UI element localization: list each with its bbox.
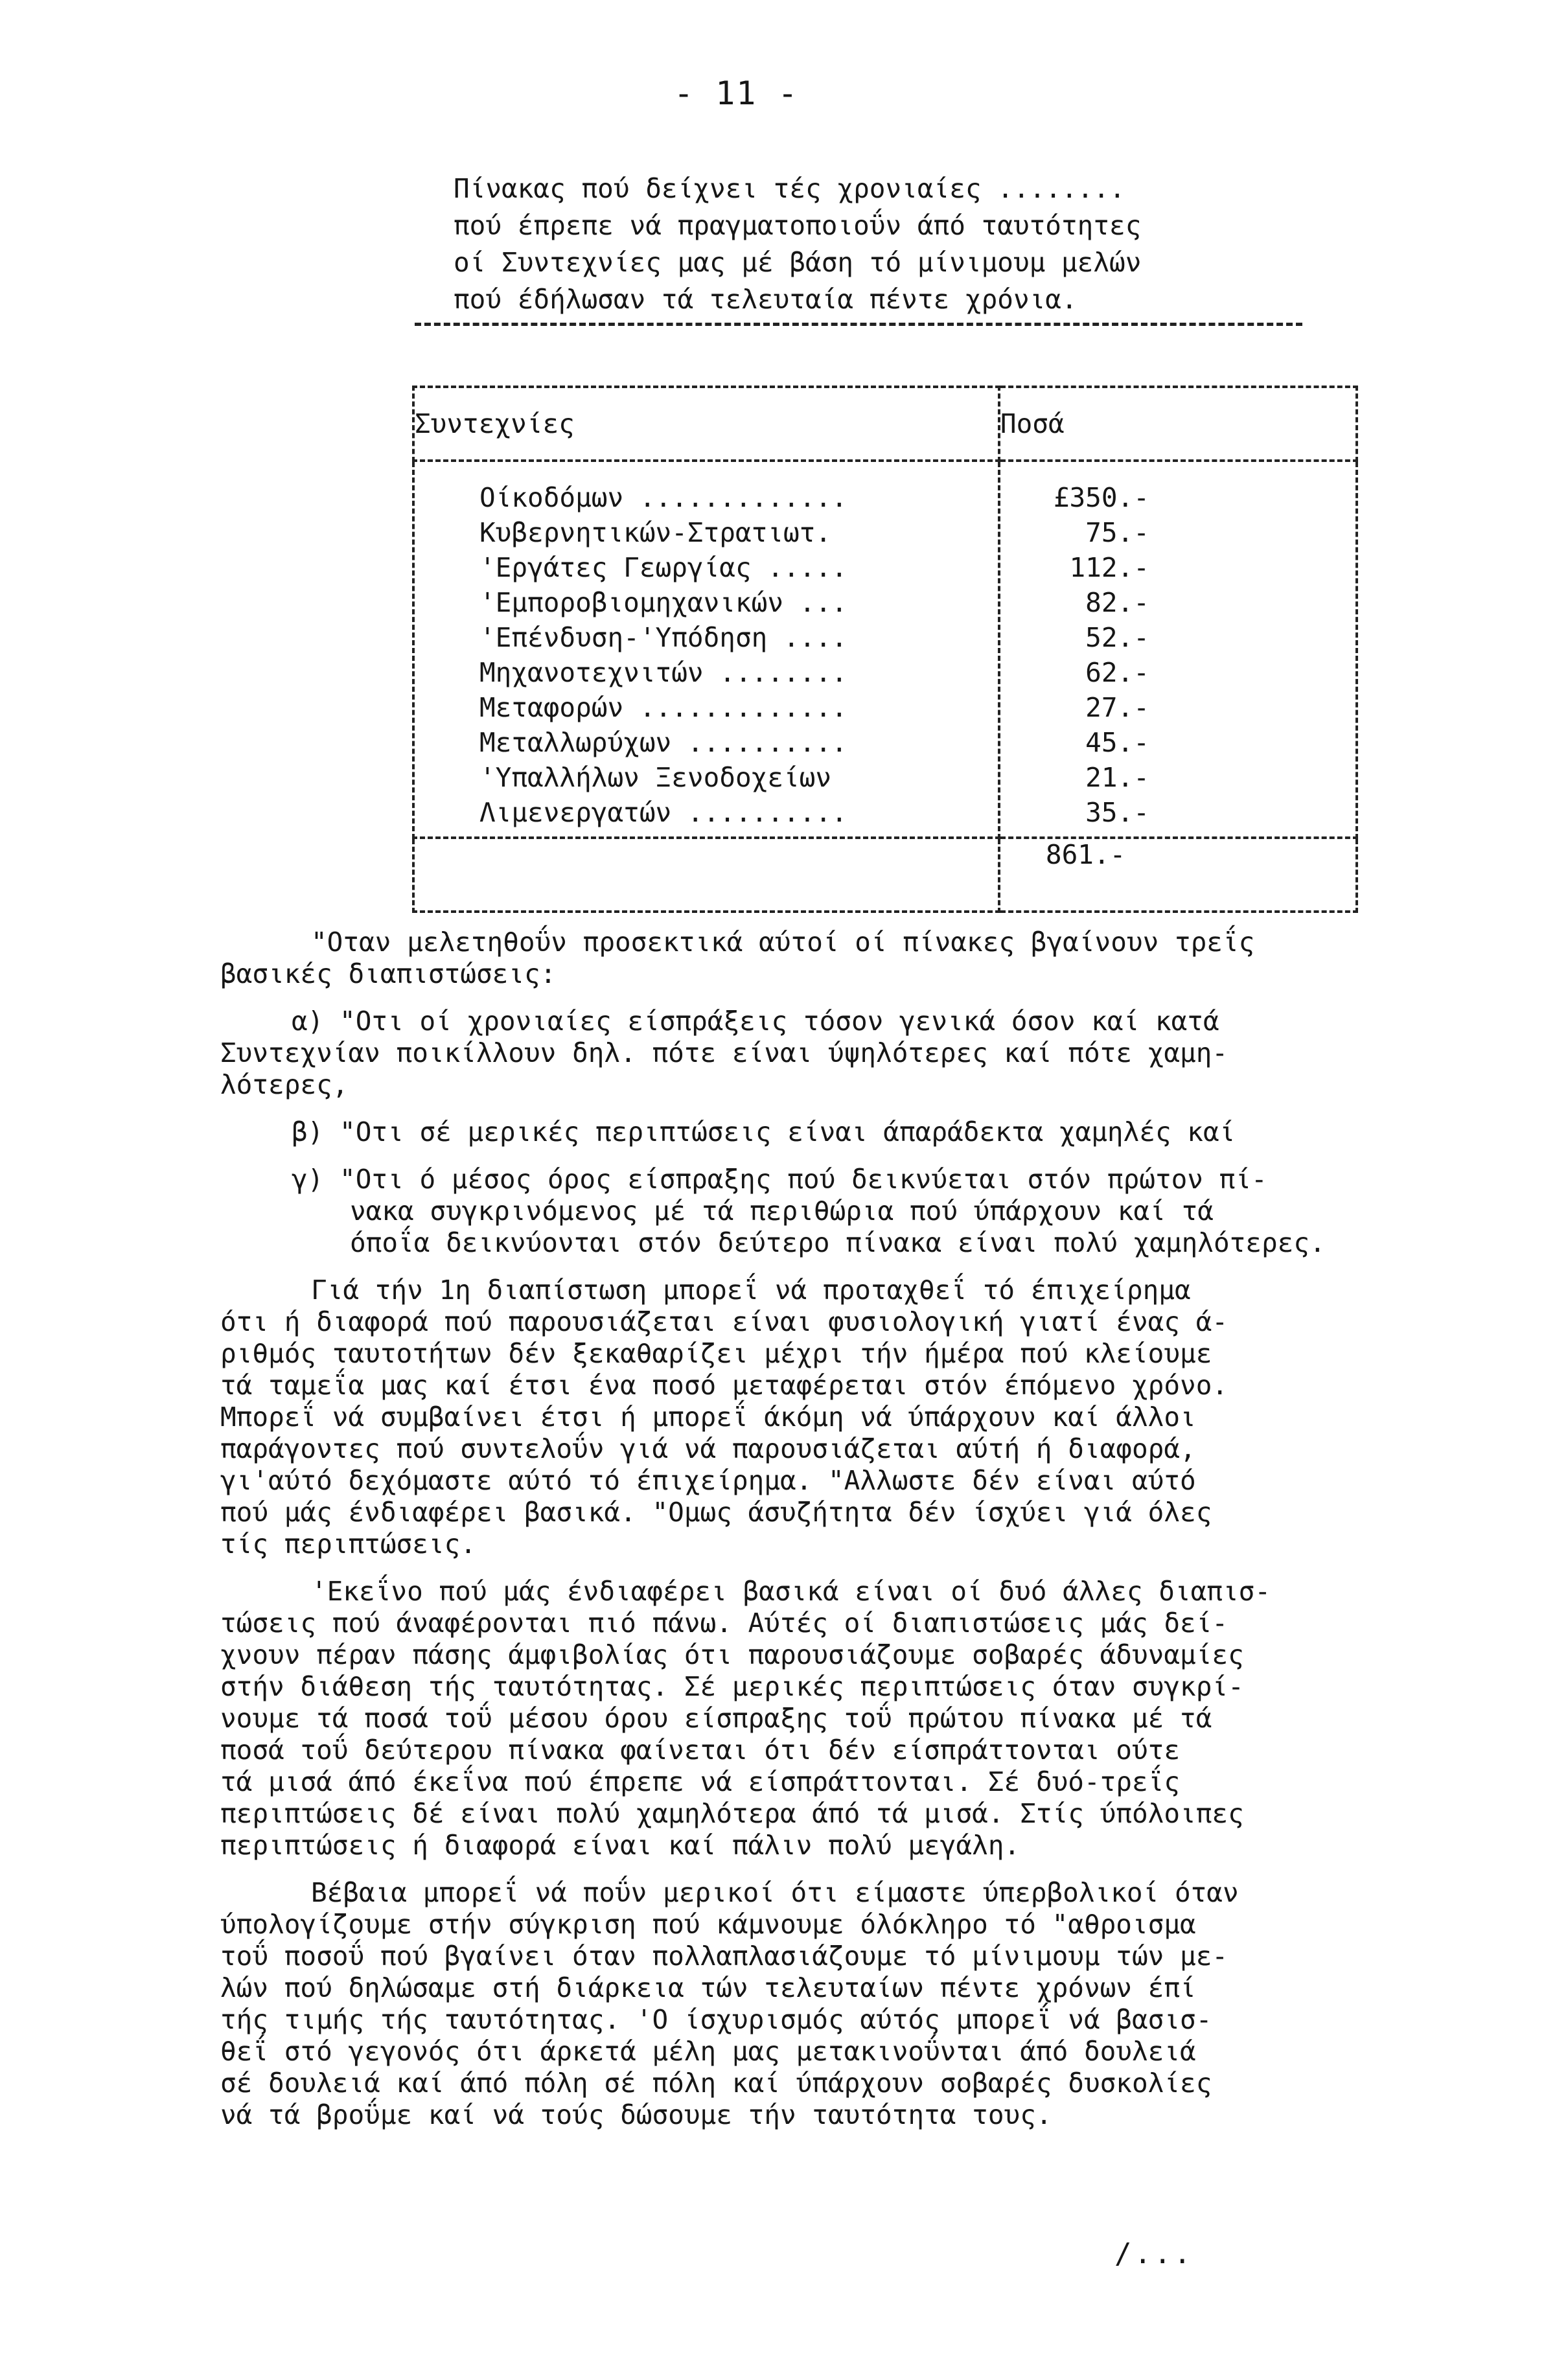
amount-value: £350.- (1053, 482, 1149, 513)
table-heading (454, 170, 1361, 318)
amount-value: 27.- (1085, 692, 1149, 723)
text-line: περιπτώσεις δέ είναι πολύ χαμηλότερα άπό τά μισά. Στίς ύπόλοιπες (220, 1798, 1244, 1829)
text-line: τά μισά άπό έκεΐνα πού έπρεπε νά είσπράττονται. Σέ δυό-τρεΐς (220, 1766, 1181, 1797)
text-line: τώσεις πού άναφέρονται πιό πάνω. Αύτές οί διαπιστώσεις μάς δεί- (220, 1608, 1228, 1639)
text-line: τίς περιπτώσεις. (220, 1528, 476, 1560)
paragraph-intro (220, 927, 1503, 958)
amount-value: 112.- (1069, 552, 1149, 583)
unions-column (413, 461, 999, 838)
union-name: Μεταφορών ............. (479, 692, 847, 723)
paragraph-point-a (220, 1006, 1503, 1037)
amounts-column (999, 461, 1357, 838)
text-line: θεΐ στό γεγονός ότι άρκετά μέλη μας μετακινοΰνται άπό δουλειά (220, 2036, 1196, 2067)
text-line: Βέβαια μπορεΐ νά ποΰν μερικοί ότι είμαστε ύπερβολικοί όταν (311, 1877, 1239, 1908)
heading-line: πού έδήλωσαν τά τελευταία πέντε χρόνια. (454, 284, 1078, 315)
text-line: νακα συγκρινόμενος μέ τά περιθώρια πού ύπάρχουν καί τά (350, 1195, 1214, 1227)
union-name: 'Επένδυση-'Υπόδηση .... (479, 622, 847, 653)
text-line: νουμε τά ποσά τοΰ μέσου όρου είσπραξης τοΰ πρώτου πίνακα μέ τά (220, 1703, 1212, 1734)
text-line: σέ δουλειά καί άπό πόλη σέ πόλη καί ύπάρχουν σοβαρές δυσκολίες (220, 2068, 1212, 2099)
union-name: 'Εργάτες Γεωργίας ..... (479, 552, 847, 583)
text-line: β) "Οτι σέ μερικές περιπτώσεις είναι άπαράδεκτα χαμηλές καί (292, 1116, 1236, 1147)
page-number: - 11 - (674, 75, 799, 112)
text-line: βασικές διαπιστώσεις: (220, 958, 557, 989)
text-line: ότι ή διαφορά πού παρουσιάζεται είναι φυσιολογική γιατί ένας ά- (220, 1306, 1228, 1337)
table-total-row (413, 838, 1357, 912)
text-line: ύπολογίζουμε στήν σύγκριση πού κάμνουμε όλόκληρο τό "αθροισμα (220, 1909, 1196, 1940)
amount-value: 82.- (1085, 587, 1149, 618)
text-line: ριθμός ταυτοτήτων δέν ξεκαθαρίζει μέχρι τήν ήμέρα πού κλείουμε (220, 1338, 1212, 1369)
paragraph-point-c (220, 1164, 1503, 1195)
text-line: περιπτώσεις ή διαφορά είναι καί πάλιν πολύ μεγάλη. (220, 1830, 1020, 1861)
text-line: λότερες, (220, 1069, 349, 1100)
union-name: Οίκοδόμων ............. (479, 482, 847, 513)
amount-value: 45.- (1085, 727, 1149, 758)
text-line: παράγοντες πού συντελοΰν γιά νά παρουσιάζεται αύτή ή διαφορά, (220, 1433, 1196, 1464)
paragraph-objection (220, 1877, 1503, 1909)
heading-line: οί Συντεχνίες μας μέ βάση τό μίνιμουμ μελών (454, 247, 1142, 278)
header-amounts: Ποσά (999, 387, 1357, 461)
text-line: ποσά τοΰ δεύτερου πίνακα φαίνεται ότι δέν είσπράττονται ούτε (220, 1734, 1181, 1766)
text-line: όποΐα δεικνύονται στόν δεύτερο πίνακα είναι πολύ χαμηλότερες. (350, 1227, 1326, 1258)
continuation-mark: /... (1114, 2237, 1193, 2270)
heading-line: Πίνακας πού δείχνει τές χρονιαίες ........ (454, 173, 1125, 204)
union-name: Μεταλλωρύχων .......... (479, 727, 847, 758)
paragraph-first-finding (220, 1274, 1503, 1306)
text-line: γ) "Οτι ό μέσος όρος είσπραξης πού δεικνύεται στόν πρώτον πί- (292, 1164, 1267, 1195)
union-name: Μηχανοτεχνιτών ........ (479, 657, 847, 688)
union-name: Κυβερνητικών-Στρατιωτ. (479, 517, 832, 548)
text-line: τά ταμεΐα μας καί έτσι ένα ποσό μεταφέρεται στόν έπόμενο χρόνο. (220, 1370, 1228, 1401)
text-line: α) "Οτι οί χρονιαίες είσπράξεις τόσον γενικά όσον καί κατά (292, 1006, 1219, 1037)
header-unions: Συντεχνίες (413, 387, 999, 461)
text-line: νά τά βροΰμε καί νά τούς δώσουμε τήν ταυτότητα τους. (220, 2099, 1052, 2130)
amount-value: 21.- (1085, 762, 1149, 793)
union-name: 'Υπαλλήλων Ξενοδοχείων (479, 762, 832, 793)
text-line: τοΰ ποσοΰ πού βγαίνει όταν πολλαπλασιάζουμε τό μίνιμουμ τών με- (220, 1941, 1228, 1972)
union-name: Λιμενεργατών .......... (479, 797, 847, 828)
paragraph-point-b (220, 1116, 1503, 1148)
text-line: 'Εκεΐνο πού μάς ένδιαφέρει βασικά είναι οί δυό άλλες διαπισ- (311, 1576, 1271, 1607)
text-line: "Οταν μελετηθοΰν προσεκτικά αύτοί οί πίνακες βγαίνουν τρεΐς (311, 927, 1255, 958)
paragraph-other-findings (220, 1576, 1503, 1608)
amount-value: 75.- (1085, 517, 1149, 548)
text-line: στήν διάθεση τής ταυτότητας. Σέ μερικές περιπτώσεις όταν συγκρί- (220, 1671, 1244, 1702)
union-name: 'Εμποροβιομηχανικών ... (479, 587, 847, 618)
text-line: γι'αύτό δεχόμαστε αύτό τό έπιχείρημα. "Αλλωστε δέν είναι αύτό (220, 1465, 1196, 1496)
table-body-row (413, 461, 1357, 838)
text-line: Μπορεΐ νά συμβαίνει έτσι ή μπορεΐ άκόμη νά ύπάρχουν καί άλλοι (220, 1401, 1196, 1433)
text-line: πού μάς ένδιαφέρει βασικά. "Ομως άσυζήτητα δέν ίσχύει γιά όλες (220, 1497, 1212, 1528)
amount-value: 35.- (1085, 797, 1149, 828)
text-line: λών πού δηλώσαμε στή διάρκεια τών τελευταίων πέντε χρόνων έπί (220, 1972, 1196, 2003)
table-header-row (413, 387, 1357, 461)
text-line: Συντεχνίαν ποικίλλουν δηλ. πότε είναι ύψηλότερες καί πότε χαμη- (220, 1037, 1228, 1068)
body-text (220, 927, 1503, 2131)
dashed-divider (415, 323, 1302, 326)
text-line: Γιά τήν 1η διαπίστωση μπορεΐ νά προταχθεΐ τό έπιχείρημα (311, 1274, 1191, 1306)
total-empty-cell (413, 838, 999, 912)
text-line: τής τιμής τής ταυτότητας. 'Ο ίσχυρισμός αύτός μπορεΐ νά βασισ- (220, 2004, 1212, 2035)
amount-value: 62.- (1085, 657, 1149, 688)
text-line: χνουν πέραν πάσης άμφιβολίας ότι παρουσιάζουμε σοβαρές άδυναμίες (220, 1639, 1244, 1670)
amount-value: 52.- (1085, 622, 1149, 653)
heading-line: πού έπρεπε νά πραγματοποιοΰν άπό ταυτότητες (454, 210, 1142, 241)
union-amounts-table (412, 386, 1358, 913)
total-amount: 861.- (999, 838, 1357, 912)
